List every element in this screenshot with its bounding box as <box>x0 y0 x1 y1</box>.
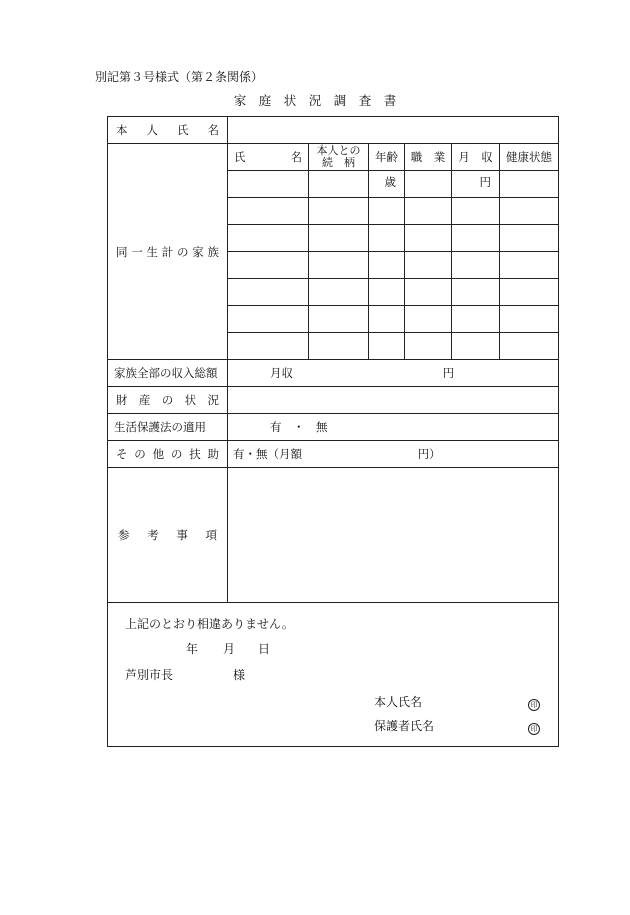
member-name-field[interactable] <box>228 306 309 333</box>
other-support-suffix: 円） <box>417 447 441 461</box>
member-relation-field[interactable] <box>309 252 369 279</box>
member-relation-field[interactable] <box>309 198 369 225</box>
declaration-row <box>108 603 559 747</box>
member-age-field[interactable] <box>369 171 405 198</box>
member-age-field[interactable] <box>369 279 405 306</box>
remarks-row <box>108 468 559 603</box>
other-support-label <box>108 441 228 468</box>
survey-form-table <box>107 116 559 747</box>
col-header-monthly-income: 月 収 <box>452 144 500 171</box>
assets-label <box>108 387 228 414</box>
form-number: 別記第３号様式（第２条関係） <box>95 70 264 84</box>
member-income-field[interactable] <box>452 306 500 333</box>
document-title: 家 庭 状 況 調 査 書 <box>233 93 397 108</box>
self-name-field[interactable] <box>228 117 559 144</box>
date-day: 日 <box>258 642 271 656</box>
col-header-name: 氏 名 <box>228 144 309 171</box>
member-income-field[interactable] <box>452 171 500 198</box>
col-header-health: 健康状態 <box>500 144 559 171</box>
remarks-label <box>108 468 228 603</box>
welfare-label: 生活保護法の適用 <box>108 414 228 441</box>
member-income-field[interactable] <box>452 279 500 306</box>
total-income-unit: 円 <box>442 366 455 380</box>
remarks-field[interactable] <box>228 468 559 603</box>
member-occupation-field[interactable] <box>405 252 452 279</box>
member-age-field[interactable] <box>369 333 405 360</box>
self-name-label-text: 本 人 氏 名 <box>116 123 219 137</box>
total-income-label: 家族全部の収入総額 <box>108 360 228 387</box>
member-relation-field[interactable] <box>309 333 369 360</box>
guardian-signature-label: 保護者氏名 <box>374 719 435 733</box>
welfare-row <box>108 414 559 441</box>
family-label <box>108 144 228 360</box>
member-income-field[interactable] <box>452 333 500 360</box>
member-health-field[interactable] <box>500 225 559 252</box>
member-relation-field[interactable] <box>309 171 369 198</box>
member-occupation-field[interactable] <box>405 171 452 198</box>
date-year: 年 <box>186 642 199 656</box>
self-seal-icon: 印 <box>528 696 540 711</box>
total-income-field[interactable] <box>228 360 559 387</box>
member-relation-field[interactable] <box>309 279 369 306</box>
family-label-text: 同 一 生 計 の 家 族 <box>116 244 219 259</box>
member-name-field[interactable] <box>228 279 309 306</box>
declaration-cell <box>108 603 559 747</box>
member-age-field[interactable] <box>369 306 405 333</box>
declaration-text: 上記のとおり相違ありません。 <box>125 617 294 631</box>
age-unit: 歳 <box>384 175 396 189</box>
other-support-row <box>108 441 559 468</box>
addressee: 芦別市長 <box>125 668 174 682</box>
member-age-field[interactable] <box>369 225 405 252</box>
guardian-seal-icon: 印 <box>528 720 540 735</box>
member-health-field[interactable] <box>500 333 559 360</box>
member-health-field[interactable] <box>500 252 559 279</box>
col-header-occupation: 職 業 <box>405 144 452 171</box>
member-health-field[interactable] <box>500 279 559 306</box>
other-support-prefix: 有・無（月額 <box>233 447 302 461</box>
self-name-label <box>108 117 228 144</box>
member-relation-field[interactable] <box>309 306 369 333</box>
self-signature-label: 本人氏名 <box>374 695 423 709</box>
assets-label-text: 財 産 の 状 況 <box>116 393 219 407</box>
date-month: 月 <box>223 642 236 656</box>
member-health-field[interactable] <box>500 171 559 198</box>
remarks-label-text: 参 考 事 項 <box>118 528 217 542</box>
total-income-prefix: 月収 <box>270 366 293 380</box>
member-name-field[interactable] <box>228 171 309 198</box>
member-age-field[interactable] <box>369 198 405 225</box>
col-header-age: 年齢 <box>369 144 405 171</box>
member-health-field[interactable] <box>500 306 559 333</box>
member-name-field[interactable] <box>228 225 309 252</box>
other-support-field[interactable] <box>228 441 559 468</box>
self-name-row <box>108 117 559 144</box>
total-income-row <box>108 360 559 387</box>
assets-field[interactable] <box>228 387 559 414</box>
welfare-choice[interactable]: 有 ・ 無 <box>270 420 328 434</box>
member-income-field[interactable] <box>452 198 500 225</box>
member-name-field[interactable] <box>228 333 309 360</box>
member-occupation-field[interactable] <box>405 279 452 306</box>
member-relation-field[interactable] <box>309 225 369 252</box>
member-occupation-field[interactable] <box>405 333 452 360</box>
member-income-field[interactable] <box>452 252 500 279</box>
member-income-field[interactable] <box>452 225 500 252</box>
member-age-field[interactable] <box>369 252 405 279</box>
member-name-field[interactable] <box>228 252 309 279</box>
member-health-field[interactable] <box>500 198 559 225</box>
member-occupation-field[interactable] <box>405 225 452 252</box>
other-support-label-text: そ の 他 の 扶 助 <box>116 447 219 461</box>
member-name-field[interactable] <box>228 198 309 225</box>
honorific: 様 <box>233 668 246 682</box>
assets-row <box>108 387 559 414</box>
welfare-field[interactable] <box>228 414 559 441</box>
member-occupation-field[interactable] <box>405 306 452 333</box>
member-occupation-field[interactable] <box>405 198 452 225</box>
family-header-row <box>108 144 559 171</box>
col-header-relation: 本人との 続 柄 <box>309 144 369 171</box>
yen-unit: 円 <box>479 175 491 189</box>
